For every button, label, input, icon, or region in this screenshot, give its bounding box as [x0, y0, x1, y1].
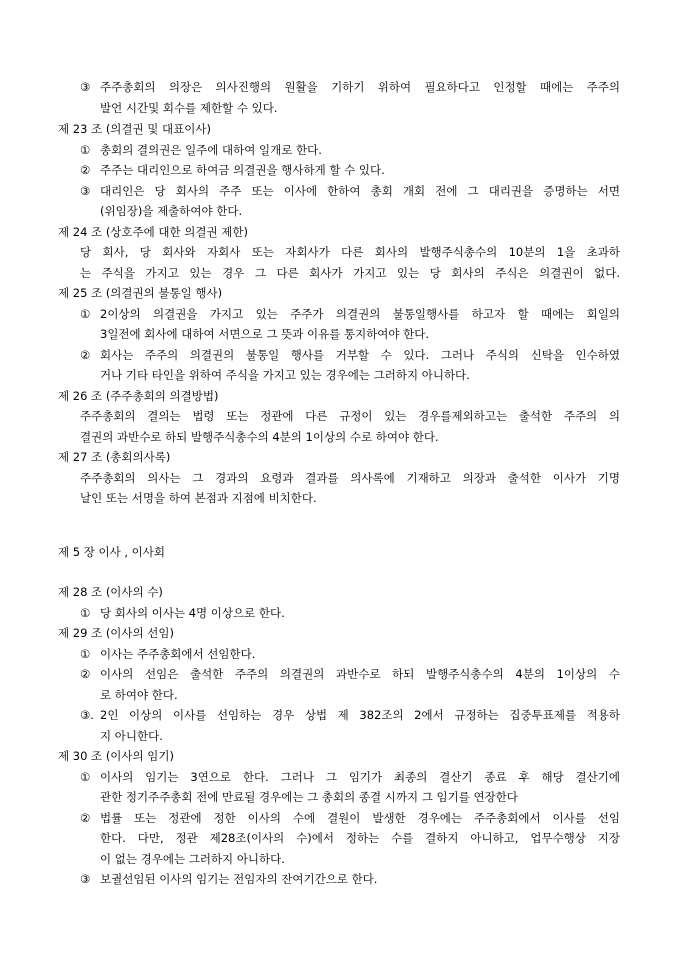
line-text: 는 주식을 가지고 있는 경우 그 다른 회사가 가지고 있는 당 회사의 주식은 의결권이 없다.	[80, 266, 620, 280]
article-heading	[58, 749, 174, 763]
line-text: 주주는 대리인으로 하여금 의결권을 행사하게 할 수 있다.	[100, 163, 385, 177]
line-text: (위임장)을 제출하여야 한다.	[100, 204, 243, 218]
article-heading	[58, 225, 248, 239]
text-line	[80, 647, 255, 661]
text-line	[100, 204, 242, 218]
item-number: ③	[80, 872, 91, 886]
text-line	[80, 143, 322, 157]
line-text: 당 회사, 당 회사와 자회사 또는 자회사가 다른 회사의 발행주식총수의 10분의 1을 초과하	[80, 245, 620, 259]
text-line	[80, 708, 620, 722]
line-text: 날인 또는 서명을 하여 본점과 지점에 비치한다.	[80, 491, 317, 505]
text-line	[100, 831, 620, 845]
line-text: 제 26 조 (주주총회의 의결방법)	[58, 389, 219, 403]
line-text: 이사의 선임은 출석한 주주의 의결권의 과반수로 하되 발행주식총수의 4분의 1이상의 수	[100, 667, 620, 681]
article-heading	[58, 389, 218, 403]
text-line	[100, 368, 470, 382]
line-text: 2이상의 의결권을 가지고 있는 주주가 의결권의 불통일행사를 하고자 할 때에는 회일의	[100, 307, 620, 321]
line-text: 제 5 장 이사 , 이사회	[58, 545, 166, 559]
item-number: ③	[80, 184, 91, 198]
text-line	[100, 688, 178, 702]
text-line	[100, 729, 163, 743]
item-number: ①	[80, 307, 91, 321]
text-line	[80, 667, 620, 681]
article-heading	[58, 450, 170, 464]
text-line	[80, 80, 620, 94]
text-line	[80, 811, 620, 825]
text-line	[80, 471, 620, 485]
line-text: 회사는 주주의 의결권의 불통일 행사를 거부할 수 있다. 그러나 주식의 신탁을 인수하였	[100, 348, 620, 362]
line-text: 지 아니한다.	[100, 729, 163, 743]
text-line	[100, 790, 518, 804]
item-number: ①	[80, 647, 91, 661]
text-line	[80, 409, 620, 423]
line-text: 한다. 다만, 정관 제28조(이사의 수)에서 정하는 수를 결하지 아니하고, 업무수행상 지장	[100, 831, 620, 845]
line-text: 제 25 조 (의결권의 불통일 행사)	[58, 286, 223, 300]
text-line	[100, 327, 429, 341]
item-number: ①	[80, 770, 91, 784]
item-number: ①	[80, 143, 91, 157]
item-number: ①	[80, 606, 91, 620]
text-line	[80, 770, 620, 784]
item-number: ②	[80, 667, 91, 681]
line-text: 제 27 조 (총회의사록)	[58, 450, 171, 464]
line-text: 총회의 결의권은 일주에 대하여 일개로 한다.	[100, 143, 322, 157]
article-heading	[58, 585, 163, 599]
line-text: 제 28 조 (이사의 수)	[58, 585, 163, 599]
text-line	[80, 307, 620, 321]
article-heading	[58, 286, 222, 300]
line-text: 대리인은 당 회사의 주주 또는 이사에 한하여 총회 개회 전에 그 대리권을 증명하는 서면	[100, 184, 620, 198]
text-line	[100, 101, 277, 115]
line-text: 당 회사의 이사는 4명 이상으로 한다.	[100, 606, 285, 620]
line-text: 제 23 조 (의결권 및 대표이사)	[58, 122, 211, 136]
article-heading	[58, 626, 174, 640]
text-line	[80, 184, 620, 198]
article-heading	[58, 545, 165, 559]
item-number: ②	[80, 163, 91, 177]
line-text: 로 하여야 한다.	[100, 688, 178, 702]
text-line	[80, 606, 285, 620]
item-number: ②	[80, 348, 91, 362]
article-heading	[58, 122, 211, 136]
text-line	[100, 852, 285, 866]
line-text: 거나 기타 타인을 위하여 주식을 가지고 있는 경우에는 그러하지 아니하다.	[100, 368, 470, 382]
line-text: 주주총회의 결의는 법령 또는 정관에 다른 규정이 있는 경우를제외하고는 출석한 주주의 의	[80, 409, 620, 423]
line-text: 제 29 조 (이사의 선임)	[58, 626, 174, 640]
text-line	[80, 266, 620, 280]
text-line	[80, 163, 385, 177]
line-text: 관한 정기주주총회 전에 만료될 경우에는 그 총회의 종결 시까지 그 임기를 연장한다	[100, 790, 518, 804]
line-text: 제 30 조 (이사의 임기)	[58, 749, 174, 763]
line-text: 결권의 과반수로 하되 발행주식총수의 4분의 1이상의 수로 하여야 한다.	[80, 430, 439, 444]
text-line	[80, 430, 439, 444]
text-line	[80, 491, 317, 505]
text-line	[80, 245, 620, 259]
line-text: 이사는 주주총회에서 선임한다.	[100, 647, 256, 661]
text-line	[80, 872, 377, 886]
line-text: 3일전에 회사에 대하여 서면으로 그 뜻과 이유를 통지하여야 한다.	[100, 327, 430, 341]
line-text: 보궐선임된 이사의 임기는 전임자의 잔여기간으로 한다.	[100, 872, 378, 886]
item-number: ③.	[80, 708, 94, 722]
item-number: ③	[80, 80, 91, 94]
line-text: 발언 시간및 회수를 제한할 수 있다.	[100, 101, 278, 115]
line-text: 이 없는 경우에는 그러하지 아니하다.	[100, 852, 285, 866]
item-number: ②	[80, 811, 91, 825]
line-text: 주주총회의 의장은 의사진행의 원활을 기하기 위하여 필요하다고 인정할 때에는 주주의	[100, 80, 620, 94]
line-text: 이사의 임기는 3연으로 한다. 그러나 그 임기가 최종의 결산기 종료 후 해당 결산기에	[100, 770, 620, 784]
line-text: 2인 이상의 이사를 선임하는 경우 상법 제 382조의 2에서 규정하는 집중투표제를 적용하	[100, 708, 620, 722]
line-text: 주주총회의 의사는 그 경과의 요령과 결과를 의사록에 기재하고 의장과 출석한 이사가 기명	[80, 471, 620, 485]
text-line	[80, 348, 620, 362]
line-text: 제 24 조 (상호주에 대한 의결권 제한)	[58, 225, 248, 239]
line-text: 법률 또는 정관에 정한 이사의 수에 결원이 발생한 경우에는 주주총회에서 이사를 선임	[100, 811, 620, 825]
